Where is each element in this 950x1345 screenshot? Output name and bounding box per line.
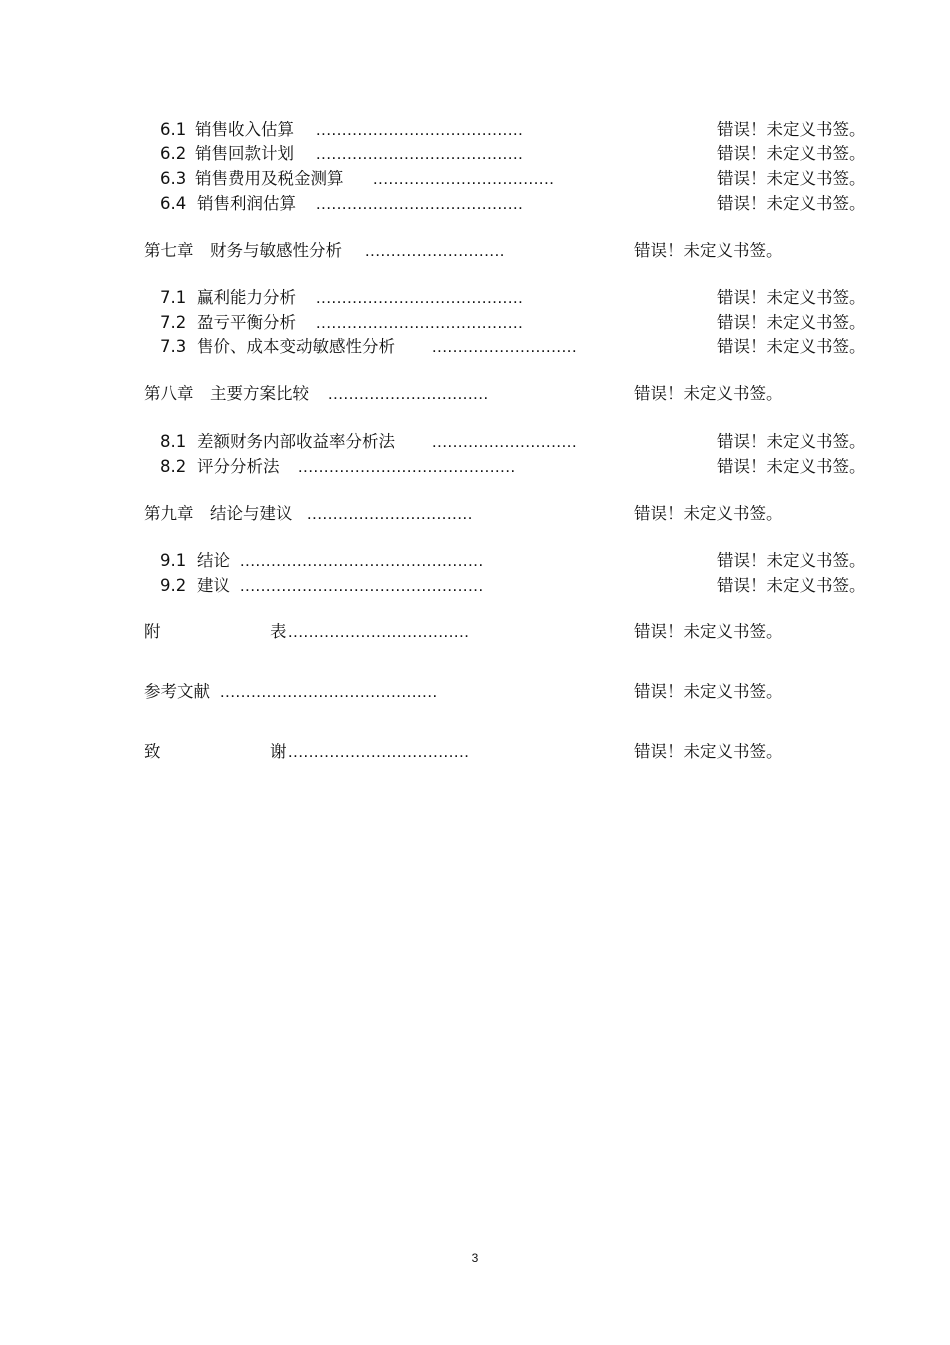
toc-bookmark-error: 错误！未定义书签。 [634,682,783,701]
toc-leader-dots: ............................ [432,433,578,451]
toc-section-title: 销售收入估算 [195,120,294,139]
toc-section-title: 盈亏平衡分析 [197,313,296,332]
toc-leader-dots: ............................................... [240,552,484,570]
toc-bookmark-error: 错误！未定义书签。 [634,742,783,761]
toc-section-number: 7.2 [160,313,187,332]
toc-section-number: 6.4 [160,194,187,213]
toc-bookmark-error: 错误！未定义书签。 [634,622,783,641]
toc-bookmark-error: 错误！未定义书签。 [717,313,866,332]
toc-section-title: 赢利能力分析 [197,288,296,307]
toc-section-title: 销售回款计划 [195,144,294,163]
toc-bookmark-error: 错误！未定义书签。 [634,504,783,523]
toc-bookmark-error: 错误！未定义书签。 [717,120,866,139]
toc-section-title: 销售费用及税金测算 [195,169,344,188]
toc-section-number: 8.2 [160,457,187,476]
toc-section-number: 7.1 [160,288,187,307]
toc-chapter-title: 第九章 结论与建议 [144,504,293,523]
toc-leader-dots: ........................... [365,242,505,260]
toc-bookmark-error: 错误！未定义书签。 [717,576,866,595]
toc-section-number: 9.1 [160,551,187,570]
toc-section-number: 6.3 [160,169,187,188]
toc-bookmark-error: 错误！未定义书签。 [717,144,866,163]
toc-bookmark-error: 错误！未定义书签。 [717,551,866,570]
toc-bookmark-error: 错误！未定义书签。 [717,432,866,451]
toc-title-part-1: 致 [144,742,161,761]
toc-bookmark-error: 错误！未定义书签。 [717,337,866,356]
toc-section-title: 评分分析法 [197,457,280,476]
toc-leader-dots: .......................................... [220,683,438,701]
toc-section-number: 7.3 [160,337,187,356]
toc-leader-dots: ........................................ [316,289,524,307]
toc-leader-dots: ........................................ [316,314,524,332]
toc-leader-dots: ........................................ [316,145,524,163]
toc-title-part-2: 表 [270,622,287,641]
toc-section-title: 销售利润估算 [197,194,296,213]
toc-leader-dots: ........................................ [316,121,524,139]
toc-section-title: 差额财务内部收益率分析法 [197,432,395,451]
toc-chapter-title: 第八章 主要方案比较 [144,384,309,403]
toc-leader-dots: ................................... [288,623,470,641]
toc-section-number: 6.1 [160,120,187,139]
toc-leader-dots: ........................................ [316,195,524,213]
toc-bookmark-error: 错误！未定义书签。 [717,457,866,476]
toc-title-part-2: 谢 [270,742,287,761]
toc-leader-dots: ............................................... [240,577,484,595]
toc-section-title: 结论 [197,551,230,570]
toc-bookmark-error: 错误！未定义书签。 [634,241,783,260]
toc-leader-dots: ............................ [432,338,578,356]
toc-chapter-title: 第七章 财务与敏感性分析 [144,241,342,260]
toc-leader-dots: ................................ [307,505,473,523]
toc-leader-dots: ............................... [328,385,489,403]
toc-leader-dots: ................................... [288,743,470,761]
toc-chapter-title: 参考文献 [144,682,210,701]
toc-section-number: 8.1 [160,432,187,451]
toc-title-part-1: 附 [144,622,161,641]
toc-bookmark-error: 错误！未定义书签。 [717,288,866,307]
toc-section-title: 建议 [197,576,230,595]
toc-section-title: 售价、成本变动敏感性分析 [197,337,395,356]
toc-bookmark-error: 错误！未定义书签。 [717,194,866,213]
toc-bookmark-error: 错误！未定义书签。 [717,169,866,188]
toc-section-number: 9.2 [160,576,187,595]
page-number: 3 [471,1251,479,1265]
toc-section-number: 6.2 [160,144,187,163]
toc-bookmark-error: 错误！未定义书签。 [634,384,783,403]
toc-leader-dots: .......................................... [298,458,516,476]
toc-leader-dots: ................................... [373,170,555,188]
